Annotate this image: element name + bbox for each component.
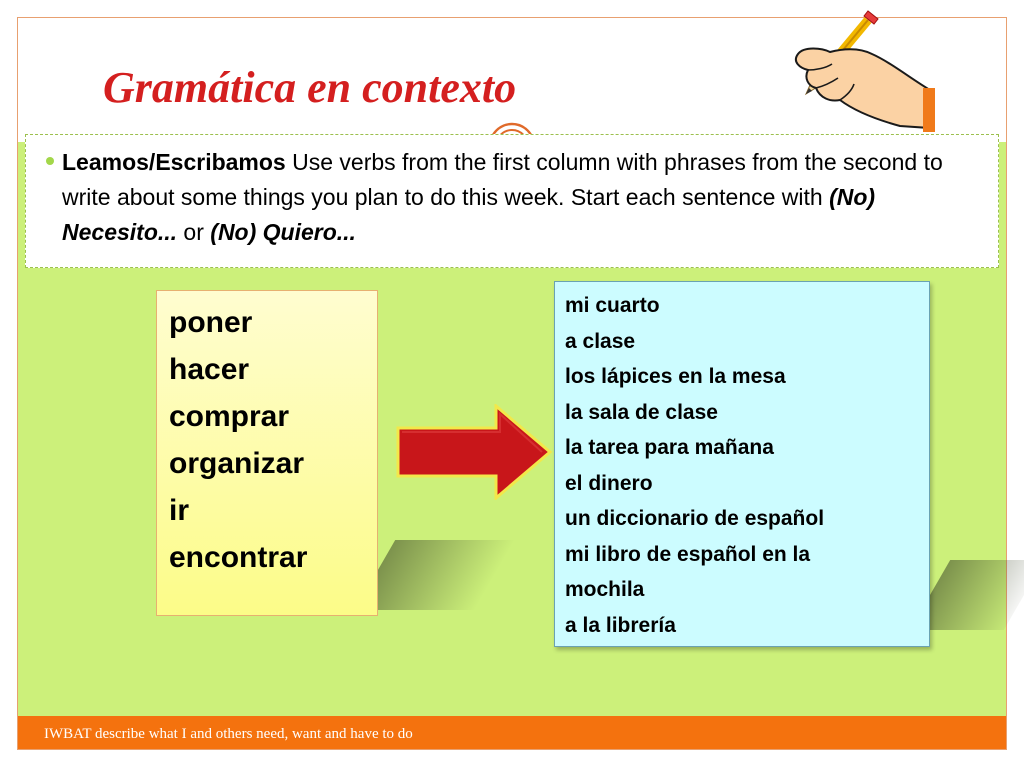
- bullet-icon: [46, 157, 54, 165]
- phrase-item: los lápices en la mesa: [565, 365, 786, 388]
- verb-item: comprar: [169, 400, 290, 433]
- instructions-lead: Leamos/Escribamos: [62, 149, 286, 175]
- phrases-list: [565, 288, 824, 643]
- phrases-box: [554, 281, 930, 647]
- phrase-item: mi libro de español en la: [565, 542, 811, 566]
- instructions-text: [62, 145, 987, 250]
- verb-item: organizar: [169, 447, 305, 480]
- phrase-item: a la librería: [565, 613, 676, 637]
- instructions-connector: or: [177, 219, 211, 245]
- verb-item: encontrar: [169, 541, 308, 574]
- instructions-body: Use verbs from the first column with phrases from the second to write about some things you plan to do this week. Start each sentence with: [62, 149, 943, 210]
- verbs-list: [169, 299, 307, 581]
- instructions-box: [25, 134, 999, 268]
- verbs-box: [156, 290, 378, 616]
- phrase-item: mi cuarto: [565, 294, 660, 317]
- phrase-item: a clase: [565, 329, 636, 353]
- slide-title: Gramática en contexto: [103, 63, 517, 112]
- phrase-item: mochila: [565, 578, 645, 601]
- verb-item: poner: [169, 306, 253, 339]
- phrase-item: la tarea para mañana: [565, 436, 774, 459]
- instructions-phrase-2: (No) Quiero...: [210, 219, 356, 245]
- verb-item: hacer: [169, 353, 250, 386]
- footer-text: IWBAT describe what I and others need, want and have to do: [44, 726, 413, 742]
- right-arrow-icon: [396, 404, 552, 500]
- phrase-item: la sala de clase: [565, 400, 718, 424]
- hand-writing-pencil-icon: [760, 8, 935, 140]
- phrase-item: un diccionario de español: [565, 507, 825, 530]
- phrase-item: el dinero: [565, 471, 653, 495]
- verb-item: ir: [169, 494, 190, 527]
- instructions-phrase-1: (No) Necesito...: [62, 184, 876, 245]
